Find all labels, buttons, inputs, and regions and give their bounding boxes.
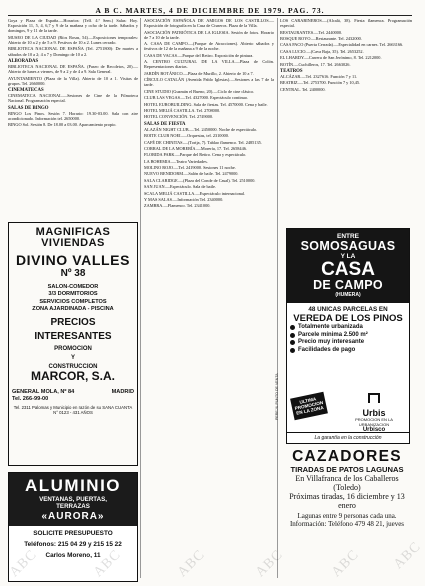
listing-text: SALA CLARIDGE.—(Plaza del Conde de Casal). Tel. 2510000.: [144, 177, 256, 183]
listing-text: HOTEL CONVENCIÓN. Tel. 2749000.: [144, 114, 214, 120]
urbis-name: Urbis: [362, 408, 386, 418]
listing-text: BINGO Sol. Sesión 8. De 18.00 a 03.00. Aparcamiento propio.: [8, 122, 117, 128]
ad-text: Y LA: [340, 253, 356, 260]
column-divider: [140, 18, 141, 578]
ad-headline: CAZADORES: [292, 448, 402, 465]
ad-price-note: PRECIOS: [50, 316, 96, 328]
listing-text: BOTÍN.—Cuchilleros, 17. Tel. 2663026.: [280, 61, 351, 67]
ad-dates: Próximas tiradas, 16 diciembre y 13 enero: [289, 492, 405, 510]
listing-text: BIBLIOTECA NACIONAL DE ESPAÑA (Tel. 2751800): De martes a sábados de 10 a 2; 4 a 7 y Domingo de 10 a 2.: [8, 46, 138, 57]
ad-phone: Tel. 266-99-00: [12, 396, 49, 403]
urbisco-name: Urbisco: [362, 427, 386, 434]
ad-headline: DE CAMPO: [313, 278, 383, 292]
section-heading: SALAS DE FIESTA: [144, 121, 186, 127]
ad-subline: TIRADAS DE PATOS LAGUNAS: [290, 465, 404, 474]
listing-text: SCALA MELIÁ CASTILLA.—Espectáculo internacional.: [144, 190, 246, 196]
abc-watermark: ABC: [390, 539, 425, 573]
ad-brand: «AURORA»: [41, 511, 105, 523]
listing-text: ZAMBRA.—Flamenco. Tel. 2341000.: [144, 203, 211, 209]
divino-valles-ad: [8, 222, 138, 466]
listing-text: BOITE CLUB NOEL.—Orquestas, tel. 2310000.: [144, 133, 229, 139]
ad-subline: VENTANAS, PUERTAS,: [39, 496, 107, 503]
ad-footer: La garantía en la construcción: [287, 432, 409, 443]
ad-address: GENERAL MOLA, Nº 84: [12, 388, 75, 395]
listing-text: Goya y Plaza de España.—Horarios: (Telf. 4.ª Sem.) Salas: Hoy. Exposición 11, 5, 4, 6,7 y 9 de la mañana y ocho de la tarde. Sábados y domingos, 9 y 11 de la tarde.: [8, 18, 138, 34]
listing-text: EL LHARDY.—Carrera de San Jerónimo, 8. Tel. 2212000.: [280, 55, 382, 61]
side-caption: PEREJIL PUNTO DE VENTA: [275, 373, 279, 420]
abc-watermark: ABC: [6, 547, 41, 581]
listing-text: A. CASA DE CAMPO.—(Parque de Atracciones). Abierto sábados y festivos de 12 de la mañana a 9 de la noche.: [144, 41, 274, 52]
header-rule: [8, 15, 412, 16]
ad-property-number: Nº 38: [60, 268, 86, 279]
listing-text: HOTEL MELIÁ CASTILLA. Tel. 2708000.: [144, 107, 221, 113]
listing-text: CASA PACO (Puerta Cerrada).—Especialidad en carnes. Tel. 2663166.: [280, 42, 404, 48]
ad-fineprint: Tel. 2311 Palomas y Municipio en razón de su SANA CUANTA N° 0123 - 431 AÑOS: [13, 405, 133, 416]
ad-feature: 3/3 DORMITORIOS: [48, 291, 98, 298]
abc-watermark: ABC: [328, 547, 363, 581]
listing-text: CÍRCULO CATALÁN (Avenida Pablo Iglesias).—Sesiones a las 7 de la tarde.: [144, 77, 274, 88]
section-heading: SALAS DE BINGO: [8, 105, 49, 111]
promo-stamp: ULTIMA PROMOCION EN LA ZONA: [290, 392, 328, 421]
section-heading: TEATROS: [280, 68, 303, 74]
listings-column-1: [8, 18, 138, 221]
urbis-tagline: PROMOCION EN LA URBANIZACION: [355, 417, 393, 427]
listing-text: ASOCIACIÓN ESPAÑOLA DE AMIGOS DE LOS CASTILLOS.—Exposición de fotografía en la Casa de Cisneros. Plaza de la Villa.: [144, 18, 274, 29]
listing-text: A. CENTRO CULTURAL DE LA VILLA.—Plaza de Colón. Representaciones diarias.: [144, 59, 274, 70]
ad-headline: CASA: [321, 259, 375, 280]
bullet-icon: [290, 348, 295, 353]
bullet-icon: [290, 333, 295, 338]
ad-promo-label: Y: [70, 354, 75, 361]
ad-company: MARCOR, S.A.: [31, 368, 115, 383]
ad-price-note: INTERESANTES: [34, 331, 112, 343]
ad-text: (HUMERA): [335, 292, 361, 298]
ad-info: Lagunas entre 9 personas cada una. Información: Teléfono 479 48 21, jueves: [289, 512, 405, 528]
ad-call: SOLICITE PRESUPUESTO: [33, 530, 113, 538]
abc-watermark: ABC: [90, 547, 125, 581]
ad-subline: TERRAZAS: [56, 503, 90, 511]
listing-text: RESTAURANTES.—Tel. 2440000.: [280, 29, 343, 35]
ad-dark-band: [287, 229, 409, 303]
ad-bullet: Parcele mínima 2.500 m²: [290, 332, 406, 340]
listing-text: CINEMATECA NACIONAL.—Sesiones de Cine de la Filmoteca Nacional. Programación especial.: [8, 93, 138, 104]
listing-text: CINE STUDIO (Guzmán el Bueno, 20).—Ciclo de cine clásico.: [144, 88, 255, 94]
listing-text: MOLINO ROJO.—Tel. 2419000. Sesiones 11 noche.: [144, 165, 236, 171]
listing-text: BINGO Los Pinos. Sesión 7. Horario: 19.30-03.00. Sala con aire acondicionado. Información tel. 2650000.: [8, 110, 138, 122]
listing-text: MUSEO DE LA CIUDAD (Ríos Rosas, 54).—Exposiciones temporales: Abierto de 10 a 2 y de 5 a 9. Festivos de 10 a 2. Lunes cerrado.: [8, 34, 138, 45]
bullet-icon: [290, 340, 295, 345]
abc-watermark: ABC: [174, 547, 209, 581]
listing-text: HOTEL EUROBUILDING. Sala de fiestas. Tel. 4570000. Cena y baile.: [144, 101, 268, 107]
listing-text: CASA DE VACAS.—Parque del Retiro. Exposición de pintura.: [144, 52, 254, 58]
listing-text: CAFÉ DE CHINITAS.—(Torija, 7). Tablao flamenco. Tel. 2485135.: [144, 139, 262, 145]
listing-text: LA BOHEMIA.—Teatro Variedades.: [144, 158, 208, 164]
listing-text: BIBLIOTECA NACIONAL DE ESPAÑA. (Paseo de Recoletos, 20).—Abierto de lunes a viernes, de 9 a 2 y de 4 a 9. Sala General.: [8, 64, 138, 75]
ad-headline: MAGNIFICAS: [35, 226, 111, 238]
ad-headline: ALUMINIO: [24, 476, 122, 495]
ad-headline: SOMOSAGUAS: [300, 239, 396, 253]
listing-text: FLORIDA PARK.—Parque del Retiro. Cena y espectáculo.: [144, 152, 247, 158]
ad-bullet: Precio muy interesante: [290, 339, 406, 347]
ad-promo-label: CONSTRUCCION: [48, 363, 98, 370]
ad-phone: Teléfonos: 215 04 29 y 215 15 22: [24, 541, 122, 549]
listing-text: SAN JUAN.—Espectáculo. Sala de baile.: [144, 184, 216, 190]
ad-place: En Villafranca de los Caballeros (Toledo): [295, 474, 399, 492]
listing-text: NUEVO BENIDORM.—Salón de baile. Tel. 2479000.: [144, 171, 239, 177]
listings-column-3: [280, 18, 412, 240]
listings-column-2: [144, 18, 274, 578]
bullet-icon: [290, 325, 295, 330]
listing-text: ALCÁZAR.—Tel. 2327616. Función 7 y 11.: [280, 73, 358, 79]
listing-text: CORRAL DE LA MORERÍA.—Morería, 17. Tel. 2658446.: [144, 145, 247, 151]
listing-text: CASA LUCIO.—(Cava Baja, 35). Tel. 2653252.: [280, 48, 364, 54]
section-heading: CINEMATECAS: [8, 88, 44, 93]
ad-bullet: Totalmente urbanizada: [290, 324, 406, 332]
page-header: A B C. MARTES, 4 DE DICIEMBRE DE 1979. PAG. 73.: [95, 6, 325, 15]
ad-promo-label: PROMOCION: [54, 345, 92, 352]
listing-text: AYUNTAMIENTO (Plaza de la Villa). Abierto de 10 a 1. Visitas de grupos. Tel. 2660000.: [8, 75, 138, 86]
ad-headline: VIVIENDAS: [41, 237, 105, 249]
ad-feature: SERVICIOS COMPLETOS: [39, 298, 107, 305]
listing-text: JARDÍN BOTÁNICO.—Plaza de Murillo, 2. Abierto de 10 a 7.: [144, 70, 254, 76]
listing-text: BEATRIZ.—Tel. 2753700. Función 7 y 10,45.: [280, 80, 361, 86]
urbis-icon: [368, 393, 380, 403]
ad-location: VEREDA DE LOS PINOS: [293, 313, 403, 324]
listing-text: LOS CARABINEROS.—(Alcalá, 38). Fiesta flamenca. Programación especial.: [280, 18, 412, 29]
ad-dark-band: [9, 473, 137, 526]
urbis-logo: [345, 391, 403, 433]
listing-text: Y MAS SALAS.—Información Tel. 2340000.: [144, 197, 224, 203]
ad-address: Carlos Moreno, 11: [45, 552, 101, 560]
ad-text: ENTRE: [336, 233, 360, 240]
ad-bullet: Facilidades de pago: [290, 347, 406, 355]
ad-feature: SALON-COMEDOR: [47, 284, 99, 290]
listing-text: BOSQUE ROYO.—Restaurante. Tel. 2432000.: [280, 35, 362, 41]
listing-text: CENTRAL. Tel. 2400000.: [280, 86, 326, 92]
listing-text: ASOCIACIÓN PATRIÓTICA DE LA IGLESIA. Sesión de fotos. Horario de 7 a 10 de la tarde.: [144, 29, 274, 40]
section-heading: ALBORADAS: [8, 58, 39, 64]
ad-city: MADRID: [111, 388, 134, 395]
column-divider: [277, 18, 278, 578]
ad-feature: ZONA AJARDINADA - PISCINA: [32, 306, 114, 313]
ad-property-name: DIVINO VALLES: [15, 252, 131, 268]
ad-offer: 48 UNICAS PARCELAS EN: [308, 306, 388, 313]
listing-text: CLUB LAS VEGAS.—Tel. 4327000. Espectáculo continuo.: [144, 95, 249, 101]
casa-de-campo-ad: [286, 228, 410, 444]
abc-watermark: ABC: [252, 547, 287, 581]
listing-text: ALAZÁN NIGHT CLUB.—Tel. 2450000. Noche de espectáculo.: [144, 126, 258, 132]
